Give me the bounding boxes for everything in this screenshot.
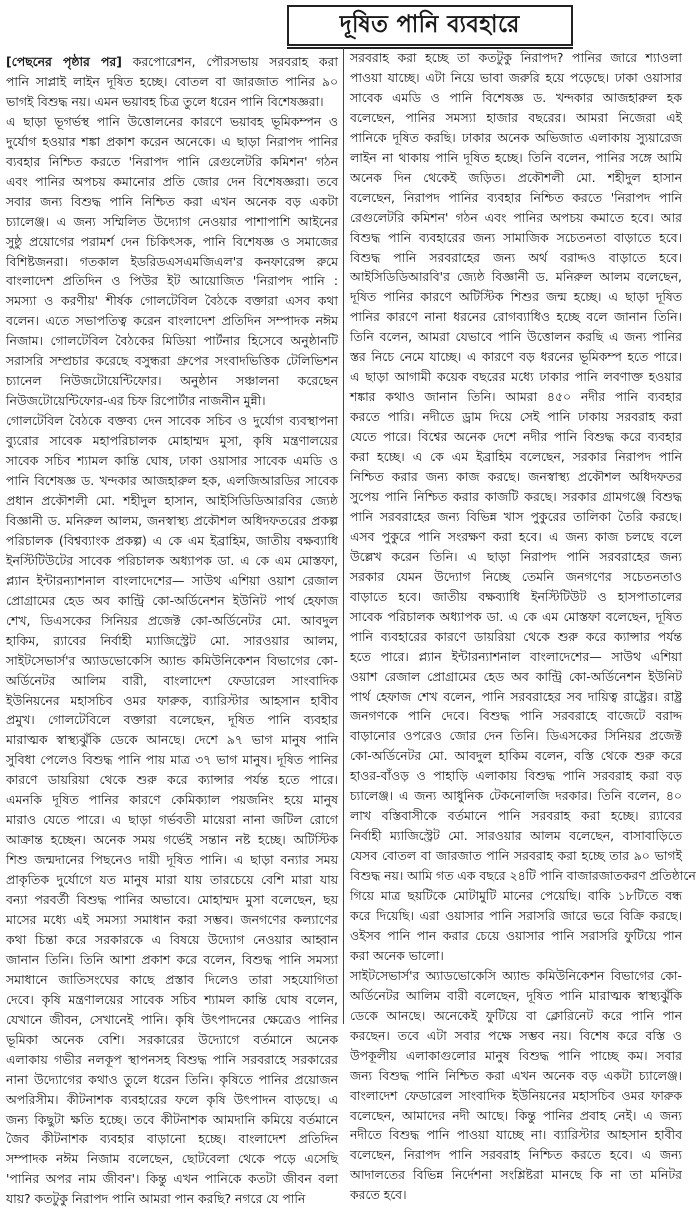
text-line: হাওর-বাঁওড় ও পাহাড়ি এলাকায় বিশুদ্ধ পানি সরবরাহ করা বড়	[350, 768, 682, 784]
text-line: সাবেক সচিব শ্যামল কান্তি ঘোষ, ঢাকা ওয়াসার সাবেক এমডি ও	[6, 453, 338, 469]
text-line: কো-অর্ডিনেটর মো. আবদুল হাকিম বলেন, বস্তি থেকে শুরু করে	[350, 748, 682, 764]
text-line: পানির কারণে নানা ধরনের রোগব্যাধিও হচ্ছে বলে জানান তিনি।	[350, 309, 682, 325]
text-line: রেগুলেটরি কমিশন' গঠন এবং পানির অপচয় কমাতে হবে। আর	[350, 209, 682, 225]
text-line: এ ছাড়া আগামী কয়েক বছরের মধ্যে ঢাকার পানি লবণাক্ত হওয়ার	[350, 369, 682, 385]
text-line: এবং পানির অপচয় কমানোর প্রতি জোর দেন বিশেষজ্ঞরা। তবে	[6, 173, 338, 189]
text-line: বলেছেন, নিরাপদ পানির ব্যবহার নিশ্চিত করতে 'নিরাপদ পানি	[350, 189, 682, 205]
text-fragment: করপোরেশন, পৌরসভায় সরবরাহ করা	[121, 54, 338, 69]
text-line: ডেকে আনছে। অনেকেই ফুটিয়ে বা ক্লোরিনেট করে পানি পান	[350, 1007, 682, 1023]
text-line: এলাকায় গভীর নলকূপ স্থাপনসহ বিশুদ্ধ পানি সরবরাহে সরকারের	[6, 1051, 338, 1067]
text-line: সমাধানে জাতিসংঘের কাছে প্রস্তাব দিলেও তারা সহযোগিতা	[6, 971, 338, 987]
text-line: অনেক দিন থেকেই জড়িত। প্রকৌশলী মো. শহীদুল হাসান	[350, 169, 682, 185]
text-line: দেবে। কৃষি মন্ত্রণালয়ের সাবেক সচিব শ্যামল কান্তি ঘোষ বলেন,	[6, 991, 338, 1007]
text-line: নিজাম। গোলটেবিল বৈঠকের মিডিয়া পার্টনার হিসেবে অনুষ্ঠানটি	[6, 333, 338, 349]
text-line: উপকূলীয় এলাকাগুলোর মানুষ বিশুদ্ধ পানি পাচ্ছে কম। সবার	[350, 1047, 682, 1063]
text-line: করা অনেক ভালো।	[350, 947, 444, 963]
text-line	[6, 52, 338, 72]
text-line: ইউনিয়নের মহাসচিব ওমর ফারুক, ব্যারিস্টার আহসান হাবীব	[6, 692, 338, 708]
text-line: মারাত্মক স্বাস্থ্যঝুঁকি ডেকে আনছে। দেশে ৯৭ ভাগ মানুষ পানি	[6, 732, 338, 748]
text-line: প্রমুখ। গোলটেবিলে বক্তারা বলেছেন, দূষিত পানি ব্যবহার	[6, 712, 338, 728]
text-line: সুপেয় পানি নিশ্চিত করার কাজটি করছে। সরকার গ্রামগঞ্জে বিশুদ্ধ	[350, 488, 682, 504]
text-line: দূষিত পানির কারণে অটিস্টিক শিশুর জন্ম হচ্ছে। এ ছাড়া দূষিত	[350, 289, 682, 305]
text-line: সুবিধা পেলেও বিশুদ্ধ পানি পায় মাত্র ৩৭ ভাগ মানুষ। দূষিত পানির	[6, 752, 338, 768]
text-line: করতে পারি। নদীতে ড্রাম দিয়ে সেই পানি ঢাকায় সরবরাহ করা	[350, 409, 682, 425]
text-line: পানি সরবরাহের জন্য বিভিন্ন খাস পুকুরের তালিকা তৈরি করছে।	[350, 508, 682, 524]
text-line: ব্যুরোর সাবেক মহাপরিচালক মোহাম্মদ মুসা, কৃষি মন্ত্রণালয়ের	[6, 433, 338, 449]
text-line: পানি বিশেষজ্ঞ ড. খন্দকার আজহারুল হক, এলজিআরডির সাবেক	[6, 473, 338, 489]
headline-box	[287, 5, 573, 46]
text-line: বিশিষ্টজনরা। গতকাল ইডরিডএসএমজিএল'র কনফারেন্স রুমে	[6, 253, 338, 269]
text-line: চ্যানেল নিউজটোয়েন্টিফোর। অনুষ্ঠান সঞ্চালনা করেছেন	[6, 373, 338, 389]
text-line: দুর্যোগ হওয়ার শঙ্কা প্রকাশ করেন অনেকে। এ ছাড়া নিরাপদ পানির	[6, 133, 338, 149]
text-line: এ ছাড়া ভূগর্ভস্থ পানি উত্তোলনের কারণে ভয়াবহ ভূমিকম্পন ও	[6, 113, 338, 129]
text-line: জানান তিনি। তিনি আশা প্রকাশ করে বলেন, বিশুদ্ধ পানি সমস্যা	[6, 951, 338, 967]
text-line: প্রোগ্রামের হেড অব কান্ট্রি কো-অর্ডিনেশন ইউনিট পার্থ হেফাজ	[6, 592, 338, 608]
text-line: চ্যালেঞ্জ। এ জন্য সম্মিলিত উদ্যোগ নেওয়ার পাশাপাশি আইনের	[6, 213, 338, 229]
text-line: সরাসরি সম্প্রচার করেছে বসুন্ধরা গ্রুপের সংবাদভিত্তিক টেলিভিশন	[6, 353, 338, 369]
text-line: নদীতে বিশুদ্ধ পানি পাওয়া যাচ্ছে না। ব্যারিস্টার আহসান হাবীব	[350, 1127, 682, 1143]
text-line: অর্ডিনেটর আলিম বারী বলেছেন, দূষিত পানি মারাত্মক স্বাস্থ্যঝুঁকি	[350, 987, 682, 1003]
text-line: সাইটসেভার্স'র অ্যাডভোকেসি অ্যান্ড কমিউনিকেশন বিভাগের কো-	[6, 652, 338, 668]
text-line: পানি ব্যবহারের কারণে ডায়রিয়া থেকে শুরু করে ক্যান্সার পর্যন্ত	[350, 628, 682, 644]
text-line: হতে পারে। প্ল্যান ইন্টারন্যাশনাল বাংলাদেশের— সাউথ এশিয়া	[350, 648, 682, 664]
text-line: গোলটেবিল বৈঠকে বক্তব্য দেন সাবেক সচিব ও দুর্যোগ ব্যবস্থাপনা	[6, 413, 338, 429]
text-line: বিশুদ্ধ নয়। আমি গত এক বছরে ২৪টি পানি বাজারজাতকরণ প্রতিষ্ঠানে	[350, 868, 696, 884]
text-line: লাখ বস্তিবাসীকে বর্তমানে পানি সরবরাহ করা হচ্ছে। র‍্যাবের	[350, 808, 682, 824]
text-line: সরবরাহ করা হচ্ছে তা কতটুকু নিরাপদ? পানির জারে শ্যাওলা	[350, 50, 682, 65]
text-line: গিয়ে মাত্র ছয়টিকে মোটামুটি মানের পেয়েছি। বাকি ১৮টিতে বন্ধ	[350, 888, 682, 904]
text-line: এমনকি দূষিত পানির কারণে কেমিক্যাল পয়জনিং হয়ে মানুষ	[6, 792, 338, 808]
text-line: যেতে পারে। বিশ্বের অনেক দেশে নদীর পানি বিশুদ্ধ করে ব্যবহার	[350, 429, 682, 445]
text-line: পাওয়া যাচ্ছে। এটা নিয়ে ভাবা জরুরি হয়ে পড়েছে। ঢাকা ওয়াসার	[350, 69, 682, 85]
text-line: শিশু জন্মদানের পিছনেও দায়ী দূষিত পানি। এ ছাড়া বন্যার সময়	[6, 852, 338, 868]
text-line: লাইন না থাকায় পানি দূষিত হচ্ছে। তিনি বলেন, পানির সঙ্গে আমি	[350, 149, 682, 165]
text-line: জৈব কীটনাশক ব্যবহার বাড়ানো হচ্ছে। বাংলাদেশ প্রতিদিন	[6, 1131, 338, 1147]
text-line: বন্যা পরবর্তী বিশুদ্ধ পানির অভাবে। মোহাম্মদ মুসা বলেছেন, ছয়	[6, 892, 338, 908]
text-line: ভূমিকা অনেক বেশি। সরকারের উদ্যোগে বর্তমানে অনেক	[6, 1031, 338, 1047]
text-line: অর্ডিনেটর আলিম বারী, বাংলাদেশ ফেডারেল সাংবাদিক	[6, 672, 338, 688]
text-line: শেখ, ডিএসকের সিনিয়র প্রজেক্ট কো-অর্ডিনেটর মো. আবদুল	[6, 612, 338, 628]
text-line: সমস্যা ও করণীয়' শীর্ষক গোলটেবিল বৈঠকে বক্তারা এসব কথা	[6, 293, 338, 309]
text-line: শঙ্কার কথাও জানান তিনি। আমরা ৪৫০ নদীর পানি ব্যবহার	[350, 389, 682, 405]
text-line: সম্পাদক নঈম নিজাম বলেছেন, ছোটবেলা থেকে পড়ে এসেছি	[6, 1151, 338, 1167]
text-line: প্রাকৃতিক দুর্যোগে যত মানুষ মারা যায় তারচেয়ে বেশি মারা যায়	[6, 872, 338, 888]
text-line: পানি সাপ্লাই লাইন দূষিত হচ্ছে। বোতল বা জারজাত পানির ৯০	[6, 73, 338, 89]
text-line: যেখানে জীবন, সেখানেই পানি। কৃষি উৎপাদনের ক্ষেত্রেও পানির	[6, 1011, 338, 1027]
article-headline: দূষিত পানি ব্যবহারে	[340, 8, 520, 38]
text-line: আক্রান্ত হচ্ছেন। অনেক সময় গর্ভেই সন্তান নষ্ট হচ্ছে। অটিস্টিক	[6, 832, 338, 848]
text-line: বলেছেন, পানির সমস্যা হাজার বছরের। আমরা নিজেরা এই	[350, 109, 682, 125]
text-line: বাংলাদেশ প্রতিদিন ও পিউর ইট আয়োজিত 'নিরাপদ পানি :	[6, 273, 338, 289]
text-line: করা হচ্ছে। এ কে এম ইব্রাহিম বলেছেন, সরকার নিরাপদ পানি	[350, 449, 682, 465]
column-divider	[343, 48, 344, 1024]
text-line: অপরিসীম। কীটনাশক ব্যবহারের ফলে কৃষি উৎপাদন বাড়ছে। এ	[6, 1091, 338, 1107]
text-line: বিশুদ্ধ পানি সরবরাহের জন্য অর্থ বরাদ্দও বাড়াতে হবে।	[350, 249, 682, 265]
text-line: পার্থ হেফাজ শেখ বলেন, পানি সরবরাহের সব দায়িত্ব রাষ্ট্রের। রাষ্ট্র	[350, 688, 682, 704]
text-line: বাংলাদেশ ফেডারেল সাংবাদিক ইউনিয়নের মহাসচিব ওমর ফারুক	[350, 1087, 682, 1103]
text-line: যেসব বোতল বা জারজাত পানি সরবরাহ করা হচ্ছে তার ৯০ ভাগই	[350, 848, 682, 864]
text-line: 'পানির অপর নাম জীবন'। কিন্তু এখন পানিকে কতটা জীবন বলা	[6, 1171, 338, 1187]
text-line: প্রধান প্রকৌশলী মো. শহীদুল হাসান, আইসিডিডিআরবির জ্যেষ্ঠ	[6, 492, 338, 508]
text-line: ওইসব পানি পান করার চেয়ে ওয়াসার পানি সরাসরি ফুটিয়ে পান	[350, 927, 682, 943]
text-line: সরকার যেমন উদ্যোগ নিচ্ছে তেমনি জনগণের সচেতনতাও	[350, 568, 682, 584]
text-line: মারাও যেতে পারে। এ ছাড়া গর্ভবতী মায়েরা নানা জটিল রোগে	[6, 812, 338, 828]
text-line: প্ল্যান ইন্টারন্যাশনাল বাংলাদেশের— সাউথ এশিয়া ওয়াশ রেজাল	[6, 572, 338, 588]
text-line: তিনি বলেন, আমরা যেভাবে পানি উত্তোলন করছি এ জন্য পানির	[350, 329, 682, 345]
text-line: নানা উদ্যোগের কথাও তুলে ধরেন তিনি। কৃষিতে পানির প্রয়োজন	[6, 1071, 338, 1087]
text-line: ইনস্টিটিউটের সাবেক পরিচালক অধ্যাপক ডা. এ কে এম মোস্তফা,	[6, 552, 338, 568]
text-line: সাবেক পরিচালক অধ্যাপক ডা. এ কে এম মোস্তফা বলেছেন, দূষিত	[350, 608, 682, 624]
text-line: পরিচালক (বিশ্বব্যাংক প্রকল্প) এ কে এম ইব্রাহিম, জাতীয় বক্ষব্যাধি	[6, 532, 338, 548]
text-line: কথা চিন্তা করে সরকারকে এ বিষয়ে উদ্যোগ নেওয়ার আহ্বান	[6, 931, 338, 947]
text-line: জন্য কিছুটা ক্ষতি হচ্ছে। তবে কীটনাশক আমদানি কমিয়ে বর্তমানে	[6, 1111, 338, 1127]
text-line: জন্য বিশুদ্ধ পানি নিশ্চিত করা এখন অনেক বড় একটা চ্যালেঞ্জ।	[350, 1067, 682, 1083]
left-column	[6, 52, 338, 1207]
text-line: বলেছেন, আমাদের নদী আছে। কিন্তু পানির প্রবাহ নেই। এ জন্য	[350, 1107, 682, 1123]
text-line: বিশুদ্ধ পানি ব্যবহারের জন্য সামাজিক সচেতনতা বাড়াতে হবে।	[350, 229, 682, 245]
text-line: করছেন। তবে এটা সবার পক্ষে সম্ভব নয়। বিশেষ করে বস্তি ও	[350, 1027, 682, 1043]
right-column	[350, 48, 696, 1203]
text-line: বাড়াতে হবে। জাতীয় বক্ষব্যাধি ইনস্টিটিউট ও হাসপাতালের	[350, 588, 682, 604]
text-line: যায়? কতটুকু নিরাপদ পানি আমরা পান করছি? নগরে যে পানি	[6, 1191, 306, 1207]
text-line: নিশ্চিত করার জন্য কাজ করছে। জনস্বাস্থ্য প্রকৌশল অধিদফতর	[350, 469, 682, 485]
text-line: এসব পুকুরে পানি সংরক্ষণ করা হবে। এ জন্য কাজ চলছে বলে	[350, 528, 682, 544]
text-line: কারণে ডায়রিয়া থেকে শুরু করে ক্যান্সার পর্যন্ত হতে পারে।	[6, 772, 338, 788]
text-line: সাবেক এমডি ও পানি বিশেষজ্ঞ ড. খন্দকার আজহারুল হক	[350, 89, 682, 105]
text-line: নিউজটোয়েন্টিফোর-এর চিফ রিপোর্টার নাজনীন মুন্নী।	[6, 393, 266, 409]
text-line: আদালতের বিভিন্ন নির্দেশনা সংশ্লিষ্টরা মানছে কি না তা মনিটর	[350, 1167, 682, 1183]
text-line: সাইটসেভার্স'র অ্যাডভোকেসি অ্যান্ড কমিউনিকেশন বিভাগের কো-	[350, 967, 682, 983]
text-line: ভাগই বিশুদ্ধ নয়। এমন ভয়াবহ চিত্র তুলে ধরেন পানি বিশেষজ্ঞরা।	[6, 93, 324, 109]
text-line: উল্লেখ করেন তিনি। এ ছাড়া নিরাপদ পানি সরবরাহের জন্য	[350, 548, 682, 564]
text-line: মাসের মধ্যে এই সমস্যা সমাধান করা সম্ভব। জনগণের কল্যাণের	[6, 911, 338, 927]
text-line: বাড়ানোর ওপরেও জোর দেন তিনি। ডিএসকের সিনিয়র প্রজেক্ট	[350, 728, 682, 744]
text-line: পানিকে দূষিত করছি। ঢাকার অনেক অভিজাত এলাকায় স্যুয়ারেজ	[350, 129, 682, 145]
text-line: হাকিম, র‍্যাবের নির্বাহী ম্যাজিস্ট্রেট মো. সারওয়ার আলম,	[6, 632, 338, 648]
text-line: ব্যবহার নিশ্চিত করতে 'নিরাপদ পানি রেগুলেটরি কমিশন' গঠন	[6, 153, 338, 169]
text-line: নির্বাহী ম্যাজিস্ট্রেট মো. সারওয়ার আলম বলেছেন, বাসাবাড়িতে	[350, 828, 682, 844]
continuation-kicker: [পেছনের পৃষ্ঠার পর]	[6, 54, 122, 69]
text-line: সুষ্ঠু প্রয়োগের পরামর্শ দেন চিকিৎসক, পানি বিশেষজ্ঞ ও সমাজের	[6, 233, 338, 249]
text-line: জনগণকে পানি দেবে। বিশুদ্ধ পানি সরবরাহে বাজেটে বরাদ্দ	[350, 708, 682, 724]
text-line: স্তর নিচে নেমে যাচ্ছে। এ কারণে বড় ধরনের ভূমিকম্প হতে পারে।	[350, 349, 682, 365]
text-line: বলেন। এতে সভাপতিত্ব করেন বাংলাদেশ প্রতিদিন সম্পাদক নঈম	[6, 313, 338, 329]
text-line: সবার জন্য বিশুদ্ধ পানি নিশ্চিত করা এখন অনেক বড় একটা	[6, 193, 338, 209]
text-line: বিজ্ঞানী ড. মনিরুল আলম, জনস্বাস্থ্য প্রকৌশল অধিদফতরের প্রকল্প	[6, 512, 338, 528]
text-line: ওয়াশ রেজাল প্রোগ্রামের হেড অব কান্ট্রি কো-অর্ডিনেশন ইউনিট	[350, 668, 682, 684]
text-line: চ্যালেঞ্জ। এ জন্য আধুনিক টেকনোলজি দরকার। তিনি বলেন, ৪০	[350, 788, 682, 804]
text-line: আইসিডিডিআরবি'র জ্যেষ্ঠ বিজ্ঞানী ড. মনিরুল আলম বলেছেন,	[350, 269, 682, 285]
text-line: করে দিয়েছি। এরা ওয়াসার পানি সরাসরি জারে ভরে বিক্রি করছে।	[350, 907, 682, 923]
text-line: করতে হবে।	[350, 1187, 407, 1203]
text-line: বলেছেন, নিরাপদ পানি সরবরাহ নিশ্চিত করতে হবে। এ জন্য	[350, 1147, 682, 1163]
